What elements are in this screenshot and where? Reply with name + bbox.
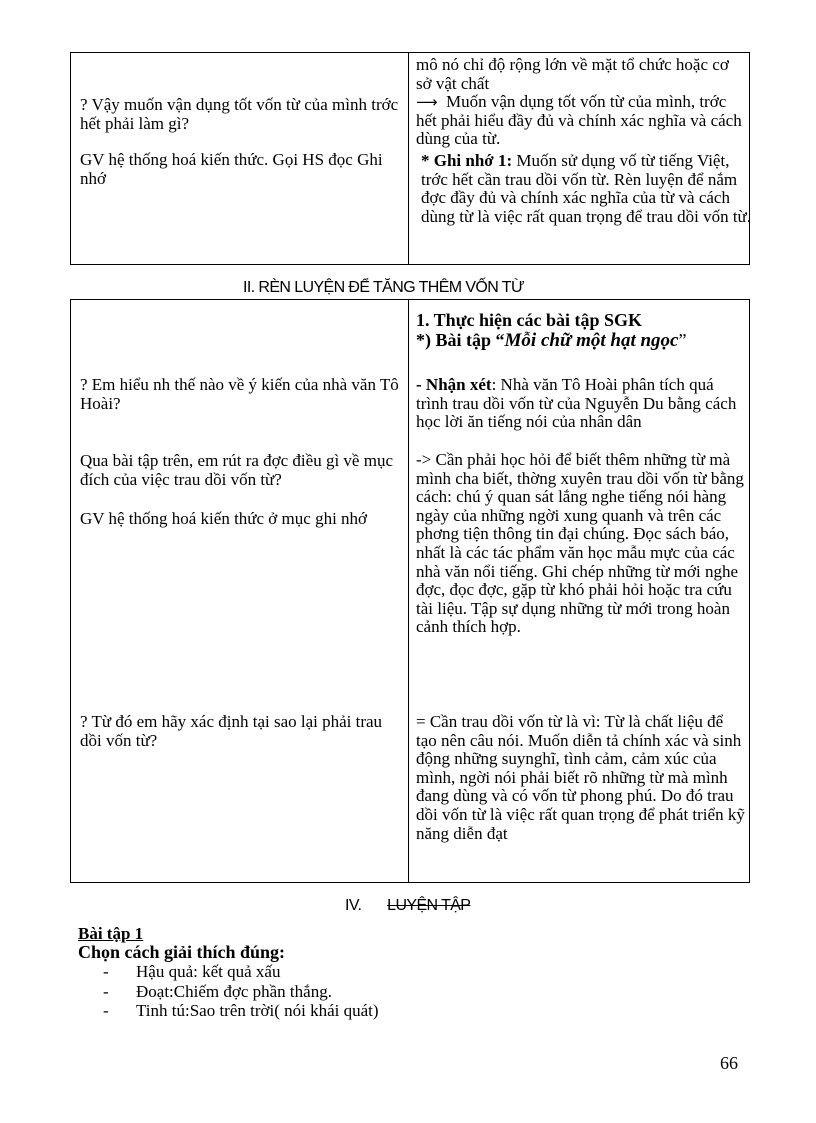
table-main-left-cell — [71, 300, 409, 882]
list-item: - Tinh tú:Sao trên trời( nói khái quát) — [103, 1001, 379, 1020]
question-to-hoai: ? Em hiểu nh thế nào về ý kiến của nhà văn Tô Hoài? — [80, 375, 399, 413]
table-top-left-cell — [71, 53, 409, 264]
list-item: - Đoạt:Chiếm đợc phần thắng. — [103, 981, 332, 1001]
table-main — [70, 299, 750, 883]
table-top — [70, 52, 750, 265]
answer-vocab-use: ⟶ Muốn vận dụng tốt vốn từ của mình, trớc hết phải hiểu đầy đủ và chính xác nghĩa và cách dùng của từ. — [416, 92, 742, 149]
exercise-heading: 1. Thực hiện các bài tập SGK — [416, 310, 643, 330]
remark: - Nhận xét: Nhà văn Tô Hoài phân tích quá trình trau dồi vốn từ của Nguyễn Du bằng cách học lời ăn tiếng nói của nhân dân — [416, 375, 737, 432]
page-number: 66 — [720, 1053, 738, 1073]
list-item: - Hậu quả: kết quả xấu — [103, 962, 281, 981]
teacher-summary: GV hệ thống hoá kiến thức ở mục ghi nhớ — [80, 509, 368, 528]
section-heading-ii: II. RÈN LUYỆN ĐỂ TĂNG THÊM VỐN TỪ — [243, 279, 525, 296]
ghi-nho-label: * Ghi nhớ 1: — [421, 151, 513, 170]
exercise-1-title: Bài tập 1 — [78, 924, 144, 943]
section-heading-iv: IV. LUYỆN TẬP — [345, 897, 471, 914]
table-top-right-cell — [409, 53, 752, 264]
continued-text: mô nó chỉ độ rộng lớn về mặt tổ chức hoặc cơ sở vật chất — [416, 55, 729, 93]
answer-list — [103, 962, 379, 1021]
exercise-1-instruction: Chọn cách giải thích đúng: — [78, 942, 286, 962]
question-vocab-use: ? Vậy muốn vận dụng tốt vốn từ của mình trớc hết phải làm gì? — [80, 95, 399, 133]
right-arrow-icon: ⟶ — [416, 93, 438, 111]
ghi-nho-1: * Ghi nhớ 1: Muốn sử dụng vố từ tiếng Việt, trớc hết cần trau dồi vốn từ. Rèn luyện để nắm đợc đầy đủ và chính xác nghĩa của từ và cách dùng từ là việc rất quan trọng để trau dồi vốn từ. — [421, 151, 752, 226]
reason-answer: = Cần trau dồi vốn từ là vì: Từ là chất liệu để tạo nên câu nói. Muốn diễn tả chính xác và sinh động những suynghĩ, tình cảm, cảm xúc của mình, ngời nói phải biết rõ những từ mà mình đang dùng và có vốn từ phong phú. Do đó trau dồi vốn từ là việc rất quan trọng để phát triển kỹ năng diễn đạt — [416, 712, 745, 843]
exercise-title: *) Bài tập “Mỗi chữ một hạt ngọc” — [416, 330, 687, 351]
learning-advice: -> Cần phải học hỏi để biết thêm những từ mà mình cha biết, thờng xuyên trau dồi vốn từ bằng cách: chú ý quan sát lắng nghe tiếng nói hàng ngày của những ngời xung quanh và trên các phơng tiện thông tin đại chúng. Đọc sách báo, nhất là các tác phẩm văn học mẫu mực của các nhà văn nổi tiếng. Ghi chép những từ mới nghe đợc, đọc đợc, gặp từ khó phải hỏi hoặc tra cứu tài liệu. Tập sự dụng những từ mới trong hoàn cảnh thích hợp. — [416, 450, 744, 637]
question-purpose: Qua bài tập trên, em rút ra đợc điều gì về mục đích của việc trau dồi vốn từ? — [80, 451, 393, 489]
teacher-instruction: GV hệ thống hoá kiến thức. Gọi HS đọc Ghi nhớ — [80, 150, 383, 188]
question-why: ? Từ đó em hãy xác định tại sao lại phải trau dồi vốn từ? — [80, 712, 383, 750]
table-main-right-cell — [409, 300, 749, 882]
